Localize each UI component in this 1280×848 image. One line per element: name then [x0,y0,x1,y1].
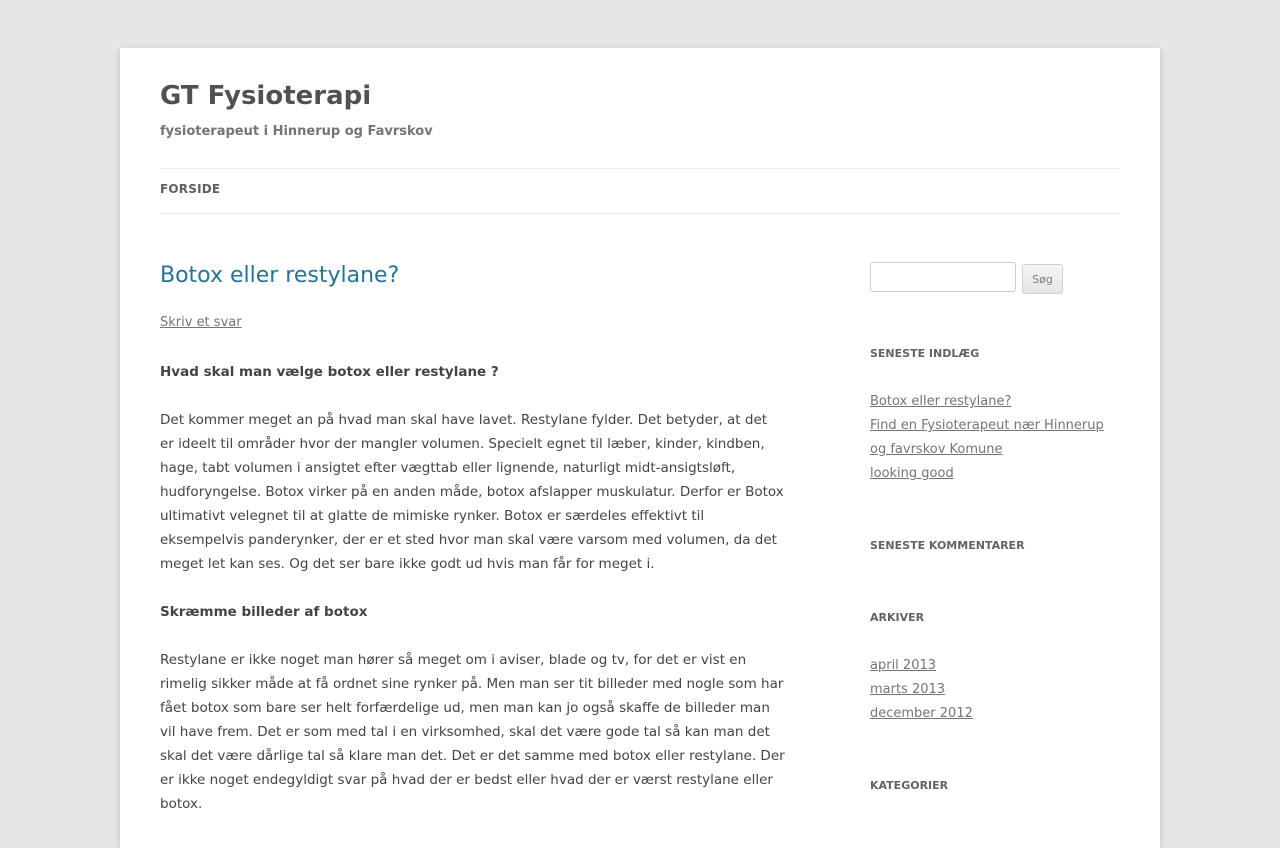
list-item [870,390,1120,414]
search-button[interactable]: Søg [1022,264,1063,294]
post-body [160,360,785,840]
recent-comments-title: SENESTE KOMMENTARER [870,539,1025,552]
main-navigation [160,168,1120,214]
list-item [870,414,1120,462]
post-heading: Hvad skal man vælge botox eller restylane ? [160,364,499,380]
categories-title: KATEGORIER [870,779,949,792]
list-item [870,654,1120,678]
archives-title: ARKIVER [870,611,925,624]
post-paragraph: Restylane er ikke noget man hører så meget om i aviser, blade og tv, for det er vist en rimelig sikker måde at få ordnet sine rynker på. Men man ser tit billeder med nogle som har fået botox som bare ser helt forfærdelige ud, men man kan jo også skaffe de billeder man vil have frem. Det er som med tal i en virksomhed, skal det være gode tal så kan man det skal det være dårlige tal så klare man det. Det er det samme med botox eller restylane. Der er ikke noget endegyldigt svar på hvad der er bedst eller hvad der er værst restylane eller botox. [160,652,785,812]
search-input[interactable] [870,262,1016,292]
post-paragraph: Det kommer meget an på hvad man skal have lavet. Restylane fylder. Det betyder, at det er ideelt til områder hvor der mangler volumen. Specielt egnet til læber, kinder, kindben, hage, tabt volumen i ansigtet efter vægttab eller lignende, naturligt midt-ansigtsløft, hudforyngelse. Botox virker på en anden måde, botox afslapper muskulatur. Derfor er Botox ultimativt velegnet til at glatte de mimiske rynker. Botox er særdeles effektivt til eksempelvis panderynker, der er et sted hvor man skal være varsom med volumen, da det meget let kan ses. Og det ser bare ikke godt ud hvis man får for meget i. [160,412,784,572]
list-item [870,678,1120,702]
nav-item-forside[interactable]: FORSIDE [160,182,221,196]
archive-link[interactable]: april 2013 [870,658,937,673]
site-description: fysioterapeut i Hinnerup og Favrskov [160,124,433,139]
archive-link[interactable]: december 2012 [870,706,973,721]
site-title[interactable]: GT Fysioterapi [160,81,372,111]
archives-list [870,654,1120,726]
recent-post-link[interactable]: Find en Fysioterapeut nær Hinnerup og favrskov Komune [870,418,1104,457]
recent-post-link[interactable]: Botox eller restylane? [870,394,1012,409]
recent-post-link[interactable]: looking good [870,466,954,481]
post-title[interactable]: Botox eller restylane? [160,263,400,288]
post-heading: Skræmme billeder af botox [160,604,368,620]
recent-posts-list [870,390,1120,486]
page-container [120,48,1160,848]
reply-link[interactable]: Skriv et svar [160,315,242,330]
recent-posts-title: SENESTE INDLÆG [870,347,980,360]
list-item [870,462,1120,486]
archive-link[interactable]: marts 2013 [870,682,946,697]
list-item [870,702,1120,726]
